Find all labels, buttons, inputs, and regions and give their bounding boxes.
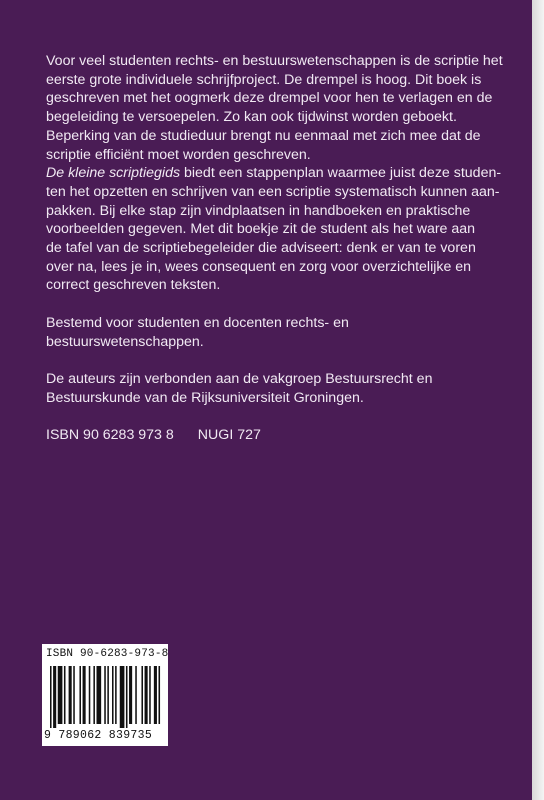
intro-paragraph bbox=[46, 52, 506, 164]
barcode-bar bbox=[107, 666, 109, 724]
barcode-bar bbox=[141, 666, 143, 724]
intro-line: Voor veel studenten rechts- en bestuurswetenschappen is de scriptie het bbox=[46, 53, 503, 69]
barcode-bar bbox=[159, 666, 161, 724]
isbn-text: ISBN 90 6283 973 8 bbox=[46, 427, 174, 444]
intro-line: eerste grote individuele schrijfproject. De drempel is hoog. Dit boek is bbox=[46, 71, 482, 88]
barcode-bar bbox=[64, 666, 66, 724]
barcode-bar bbox=[93, 666, 95, 724]
barcode-bar bbox=[83, 666, 86, 724]
barcode-bar bbox=[112, 666, 114, 724]
nugi-text: NUGI 727 bbox=[197, 427, 261, 444]
intro-line: Beperking van de studieduur brengt nu eenmaal met zich mee dat de bbox=[46, 127, 481, 144]
barcode-bar bbox=[58, 666, 63, 724]
authors-line: Bestuurskunde van de Rijksuniversiteit Groningen. bbox=[46, 389, 364, 406]
guide-line: correct geschreven teksten. bbox=[46, 277, 221, 294]
barcode-bar bbox=[69, 666, 72, 724]
intro-line: begeleiding te versoepelen. Zo kan ook tijdwinst worden geboekt. bbox=[46, 109, 457, 126]
book-title: De kleine scriptiegids bbox=[46, 165, 181, 182]
barcode-bar bbox=[126, 666, 128, 728]
page-edge bbox=[532, 0, 544, 800]
guide-line: pakken. Bij elke stap zijn vindplaatsen in handboeken en praktische bbox=[46, 202, 471, 219]
barcode-bar bbox=[73, 666, 75, 724]
audience-paragraph: Bestemd voor studenten en docenten rechts- en bestuurswetenschappen. bbox=[46, 314, 349, 350]
guide-line: voorbeelden gegeven. Met dit boekje zit de student als het ware aan bbox=[46, 221, 476, 238]
barcode-bar bbox=[149, 666, 151, 724]
barcode-bar bbox=[97, 666, 102, 724]
authors-line: De auteurs zijn verbonden aan de vakgroep Bestuursrecht en bbox=[46, 370, 433, 387]
guide-line: de tafel van de scriptiebegeleider die adviseert: denk er van te voren bbox=[46, 240, 476, 257]
barcode-bar bbox=[89, 666, 91, 724]
barcode-icon bbox=[48, 666, 162, 728]
barcode-label bbox=[42, 644, 168, 746]
intro-line: geschreven met het oogmerk deze drempel voor hen te verlagen en de bbox=[46, 90, 493, 107]
barcode-bar bbox=[79, 666, 81, 724]
barcode-bar bbox=[50, 666, 52, 728]
isbn-line bbox=[46, 426, 506, 445]
barcode-bar bbox=[135, 666, 137, 724]
back-cover-text bbox=[46, 52, 506, 445]
guide-paragraph bbox=[46, 164, 506, 295]
barcode-bar bbox=[129, 666, 132, 724]
guide-line: biedt een stappenplan waarmee juist deze studen- bbox=[180, 165, 502, 182]
barcode-isbn-label: ISBN 90-6283-973-8 bbox=[46, 648, 169, 660]
barcode-digits: 9 789062 839735 bbox=[44, 729, 153, 742]
barcode-bar bbox=[120, 666, 125, 728]
barcode-bar bbox=[115, 666, 117, 724]
barcode-bar bbox=[53, 666, 56, 728]
barcode-bar bbox=[154, 666, 157, 724]
intro-line: scriptie efficiënt moet worden geschreven. bbox=[46, 146, 311, 163]
authors-paragraph bbox=[46, 370, 506, 407]
barcode-bar bbox=[104, 666, 106, 724]
barcode-bar bbox=[145, 666, 148, 724]
guide-line: ten het opzetten en schrijven van een scriptie systematisch kunnen aan- bbox=[46, 183, 500, 200]
guide-line: over na, lees je in, wees consequent en zorg voor overzichtelijke en bbox=[46, 258, 472, 275]
